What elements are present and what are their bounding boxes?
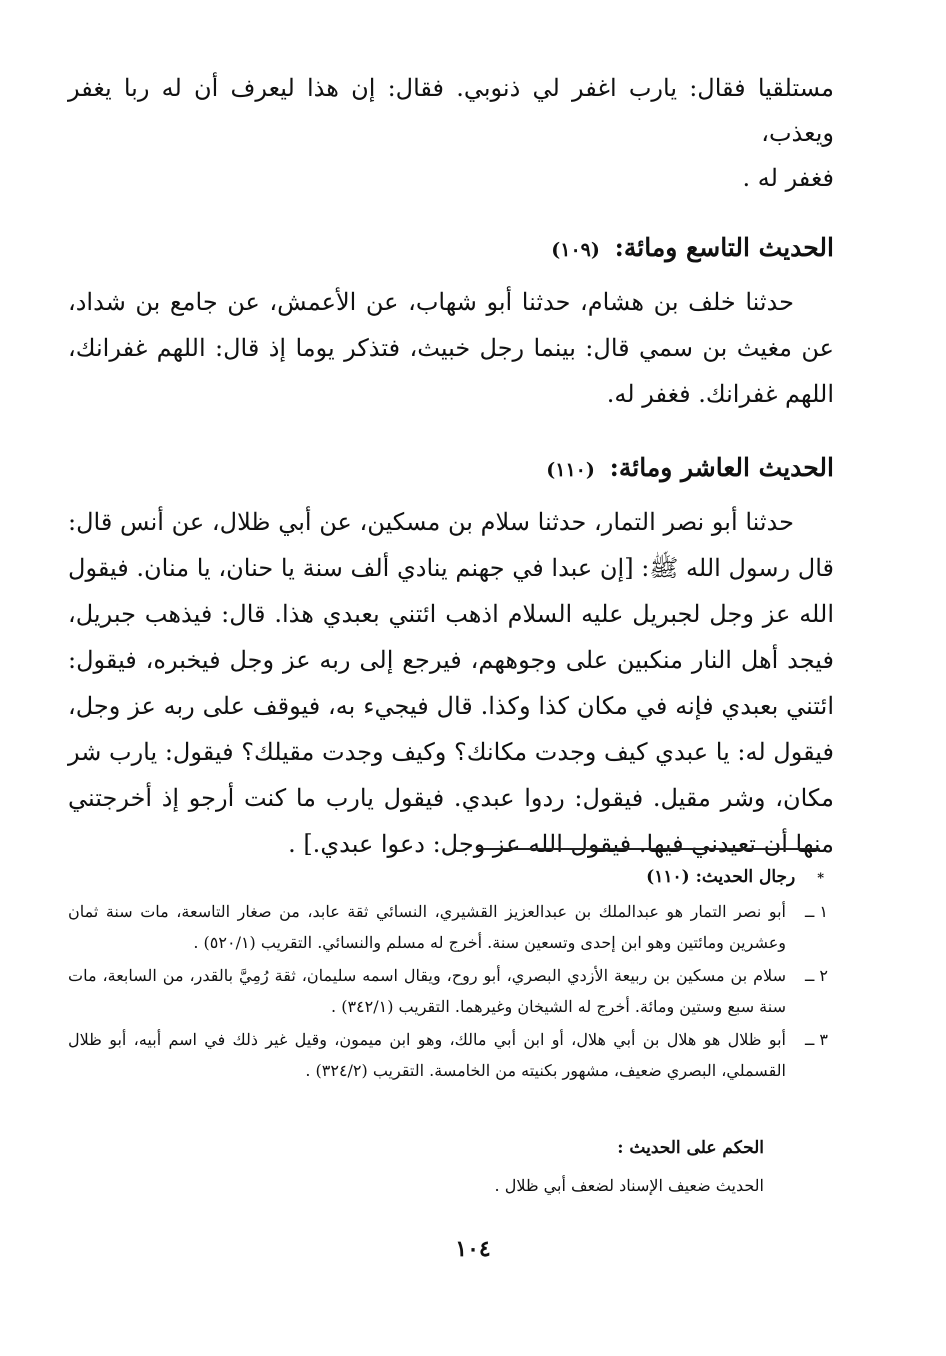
footnote-text: أبو نصر التمار هو عبدالملك بن عبدالعزيز القشيري، النسائي ثقة عابد، من صغار التاسعة، مات سنة ثمان وعشرين ومائتين وهو ابن إحدى وتسعين سنة. أخرج له مسلم والنسائي. التقريب (٥٢٠/١) . <box>68 902 786 952</box>
main-text <box>68 66 834 867</box>
hadith-109-heading <box>68 225 834 273</box>
footnotes <box>68 862 828 1086</box>
ruling-title: الحكم على الحديث : <box>617 1138 764 1158</box>
footnote-separator <box>476 848 820 850</box>
hadith-109-heading-label: الحديث التاسع ومائة: <box>614 233 834 262</box>
footnotes-title-label: رجال الحديث: <box>695 867 796 887</box>
ruling-text: الحديث ضعيف الإسناد لضعف أبي ظلال . <box>494 1176 764 1195</box>
footnote-separator-wrap <box>476 848 820 850</box>
footnote-text: سلام بن مسكين بن ربيعة الأزدي البصري، أبو روح، ويقال اسمه سليمان، ثقة رُمِيَّ بالقدر، من السابعة، مات سنة سبع وستين ومائة. أخرج له الشيخان وغيرهما. التقريب (٣٤٢/١) . <box>68 966 786 1016</box>
hadith-110-number: (١١٠) <box>546 459 595 481</box>
footnote-text: أبو ظلال هو هلال بن أبي هلال، أو ابن أبي مالك، وهو ابن ميمون، وقيل غير ذلك في اسم أبيه، أبو ظلال القسملي، البصري ضعيف، مشهور بكنيته من الخامسة. التقريب (٣٢٤/٢) . <box>68 1030 786 1080</box>
footnote-marker: ٣ ــ <box>804 1030 828 1049</box>
footnote-marker: ١ ــ <box>804 902 828 921</box>
hadith-110-text: حدثنا أبو نصر التمار، حدثنا سلام بن مسكين، عن أبي ظلال، عن أنس قال: قال رسول الله ﷺ: [إن عبدا في جهنم ينادي ألف سنة يا حنان، يا منان. فيقول الله عز وجل لجبريل عليه السلام اذهب ائتني بعبدي هذا. قال: فيذهب جبريل، فيجد أهل النار منكبين على وجوههم، فيرجع إلى ربه عز وجل فيخبره، فيقول: ائتني بعبدي فإنه في مكان كذا وكذا. قال فيجيء به، فيوقف على ربه عز وجل، فيقول له: يا عبدي كيف وجدت مكانك؟ وكيف وجدت مقيلك؟ فيقول: يارب شر مكان، وشر مقيل. فيقول: ردوا عبدي. فيقول يارب ما كنت أرجو إذ أخرجتني منها أن تعيدني فيها. فيقول الله عز وجل: دعوا عبدي.] . <box>68 508 834 858</box>
hadith-ruling <box>68 1128 834 1204</box>
footnotes-title-number: (١١٠) <box>646 867 690 887</box>
intro-line-1: مستلقيا فقال: يارب اغفر لي ذنوبي. فقال: إن هذا ليعرف أن له ربا يغفر ويعذب، <box>68 74 834 147</box>
hadith-110-heading-label: الحديث العاشر ومائة: <box>609 453 834 482</box>
footnote-marker: ٢ ــ <box>804 966 828 985</box>
intro-line-2: فغفر له . <box>742 164 834 192</box>
hadith-109-number: (١٠٩) <box>551 239 600 261</box>
page-number: ١٠٤ <box>455 1236 491 1262</box>
hadith-110-heading <box>68 445 834 493</box>
hadith-109-text: حدثنا خلف بن هشام، حدثنا أبو شهاب، عن الأعمش، عن جامع بن شداد، عن مغيث بن سمي قال: بينما رجل خبيث، فتذكر يوما إذ قال: اللهم غفرانك، اللهم غفرانك. فغفر له. <box>68 288 834 408</box>
footnote-star: * <box>817 871 824 886</box>
footnote-item <box>68 1024 828 1086</box>
footnote-item <box>68 960 828 1022</box>
footnote-item <box>68 896 828 958</box>
footnotes-title <box>68 862 824 894</box>
